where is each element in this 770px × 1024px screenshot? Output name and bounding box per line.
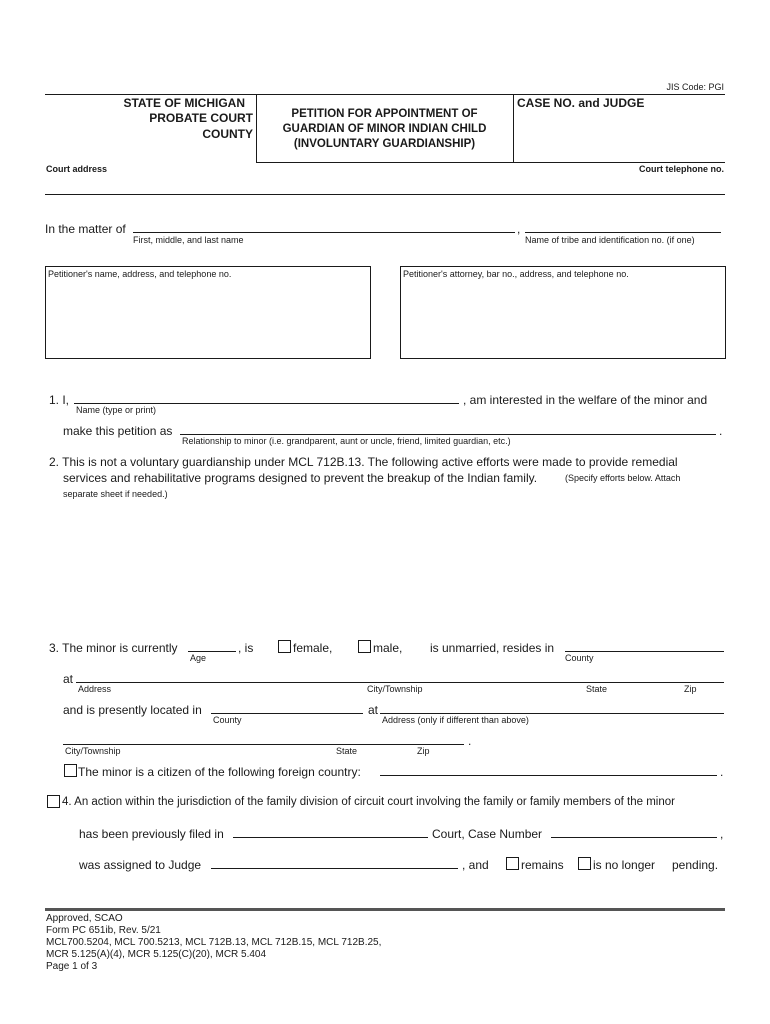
age-caption: Age bbox=[190, 653, 207, 663]
state-caption: State bbox=[586, 684, 608, 694]
active-efforts-input[interactable] bbox=[63, 505, 723, 625]
remains-label: remains bbox=[521, 858, 564, 872]
item3-at2: at bbox=[368, 703, 379, 717]
case-number-label: CASE NO. and JUDGE bbox=[517, 96, 645, 110]
item1-line2-prefix: make this petition as bbox=[63, 424, 173, 438]
form-title-line2: GUARDIAN OF MINOR INDIAN CHILD bbox=[282, 123, 487, 135]
city-caption: City/Township bbox=[367, 684, 423, 694]
item4-and: , and bbox=[462, 858, 489, 872]
form-title-line1: PETITION FOR APPOINTMENT OF bbox=[291, 108, 478, 120]
county-label: COUNTY bbox=[202, 127, 253, 141]
case-number-input[interactable] bbox=[518, 114, 718, 158]
residence-county-input[interactable] bbox=[565, 651, 724, 652]
address-caption: Address bbox=[78, 684, 112, 694]
petitioner-name-input[interactable] bbox=[74, 403, 459, 404]
pending-label: pending. bbox=[672, 858, 719, 872]
item2-line1: 2. This is not a voluntary guardianship under MCL 712B.13. The following active efforts were made to provide remedial bbox=[49, 455, 678, 469]
item3-period: . bbox=[468, 734, 472, 748]
female-label: female, bbox=[293, 641, 333, 655]
attorney-box-label: Petitioner's attorney, bar no., address, and telephone no. bbox=[403, 269, 629, 279]
foreign-country-input[interactable] bbox=[380, 775, 717, 776]
court-phone-label: Court telephone no. bbox=[639, 164, 724, 174]
remains-checkbox[interactable] bbox=[506, 857, 519, 870]
citizen-label: The minor is a citizen of the following foreign country: bbox=[78, 765, 361, 779]
citizen-period: . bbox=[720, 765, 724, 779]
located-county-caption: County bbox=[213, 715, 242, 725]
item2-line2: services and rehabilitative programs designed to prevent the breakup of the Indian family. bbox=[63, 471, 538, 485]
city-caption2: City/Township bbox=[65, 746, 121, 756]
item2-note: (Specify efforts below. Attach bbox=[565, 473, 681, 483]
female-checkbox[interactable] bbox=[278, 640, 291, 653]
relationship-caption: Relationship to minor (i.e. grandparent, aunt or uncle, friend, limited guardian, etc.) bbox=[182, 436, 511, 446]
citizen-checkbox[interactable] bbox=[64, 764, 77, 777]
minor-name-input[interactable] bbox=[133, 232, 515, 233]
attorney-box[interactable] bbox=[400, 266, 726, 359]
matter-comma: , bbox=[517, 222, 521, 236]
item3-prefix: 3. The minor is currently bbox=[49, 641, 178, 655]
matter-prefix: In the matter of bbox=[45, 222, 126, 236]
court-case-label: Court, Case Number bbox=[432, 827, 543, 841]
filed-prefix: has been previously filed in bbox=[79, 827, 224, 841]
item4-checkbox[interactable] bbox=[47, 795, 60, 808]
item1-suffix: , am interested in the welfare of the minor and bbox=[463, 393, 708, 407]
form-title-line3: (INVOLUNTARY GUARDIANSHIP) bbox=[293, 138, 476, 150]
judge-input[interactable] bbox=[211, 868, 458, 869]
footer-form: Form PC 651ib, Rev. 5/21 bbox=[46, 925, 161, 936]
relationship-input[interactable] bbox=[180, 434, 716, 435]
no-longer-label: is no longer bbox=[593, 858, 656, 872]
judge-prefix: was assigned to Judge bbox=[79, 858, 202, 872]
court-label: PROBATE COURT bbox=[149, 111, 253, 125]
zip-caption2: Zip bbox=[417, 746, 430, 756]
header-title-bottom-rule bbox=[256, 162, 513, 163]
footer-rule bbox=[45, 908, 725, 911]
item3-at: at bbox=[63, 672, 74, 686]
footer-refs2: MCR 5.125(A)(4), MCR 5.125(C)(20), MCR 5.404 bbox=[46, 949, 267, 960]
male-label: male, bbox=[373, 641, 403, 655]
residence-county-caption: County bbox=[565, 653, 594, 663]
residence-address-input[interactable] bbox=[76, 682, 724, 683]
court-address-label: Court address bbox=[46, 164, 108, 174]
tribe-input[interactable] bbox=[525, 232, 721, 233]
state-caption2: State bbox=[336, 746, 358, 756]
petitioner-box-label: Petitioner's name, address, and telephone no. bbox=[48, 269, 232, 279]
case-number-prior-input[interactable] bbox=[551, 837, 717, 838]
header-divider-right bbox=[513, 94, 514, 162]
age-input[interactable] bbox=[188, 651, 236, 652]
prior-court-input[interactable] bbox=[233, 837, 428, 838]
zip-caption: Zip bbox=[684, 684, 697, 694]
item1-name-caption: Name (type or print) bbox=[76, 405, 157, 415]
header-top-rule bbox=[45, 94, 725, 95]
item4-line1: 4. An action within the jurisdiction of the family division of circuit court involving the family or family members of the minor bbox=[62, 796, 675, 808]
header-divider-left bbox=[256, 94, 257, 162]
footer-refs1: MCL700.5204, MCL 700.5213, MCL 712B.13, MCL 712B.15, MCL 712B.25, bbox=[46, 937, 382, 948]
court-address-input[interactable] bbox=[46, 176, 724, 192]
item3-is: , is bbox=[238, 641, 254, 655]
footer-approved: Approved, SCAO bbox=[46, 913, 123, 924]
located-city-input[interactable] bbox=[63, 744, 464, 745]
tribe-caption: Name of tribe and identification no. (if one) bbox=[525, 235, 695, 245]
header-case-bottom-rule bbox=[513, 162, 725, 163]
located-label: and is presently located in bbox=[63, 703, 202, 717]
jis-code: JIS Code: PGI bbox=[666, 82, 724, 92]
item1-period: . bbox=[719, 424, 723, 438]
located-address-input[interactable] bbox=[380, 713, 724, 714]
name-caption: First, middle, and last name bbox=[133, 235, 244, 245]
item1-prefix: 1. I, bbox=[49, 393, 70, 407]
item4-comma: , bbox=[720, 827, 724, 841]
no-longer-checkbox[interactable] bbox=[578, 857, 591, 870]
address-diff-caption: Address (only if different than above) bbox=[382, 715, 529, 725]
footer-page: Page 1 of 3 bbox=[46, 961, 98, 972]
court-address-rule bbox=[45, 194, 725, 195]
petitioner-box[interactable] bbox=[45, 266, 371, 359]
resides-label: is unmarried, resides in bbox=[430, 641, 555, 655]
item2-note-line2: separate sheet if needed.) bbox=[63, 489, 168, 499]
located-county-input[interactable] bbox=[211, 713, 363, 714]
state-label: STATE OF MICHIGAN bbox=[123, 96, 245, 110]
male-checkbox[interactable] bbox=[358, 640, 371, 653]
